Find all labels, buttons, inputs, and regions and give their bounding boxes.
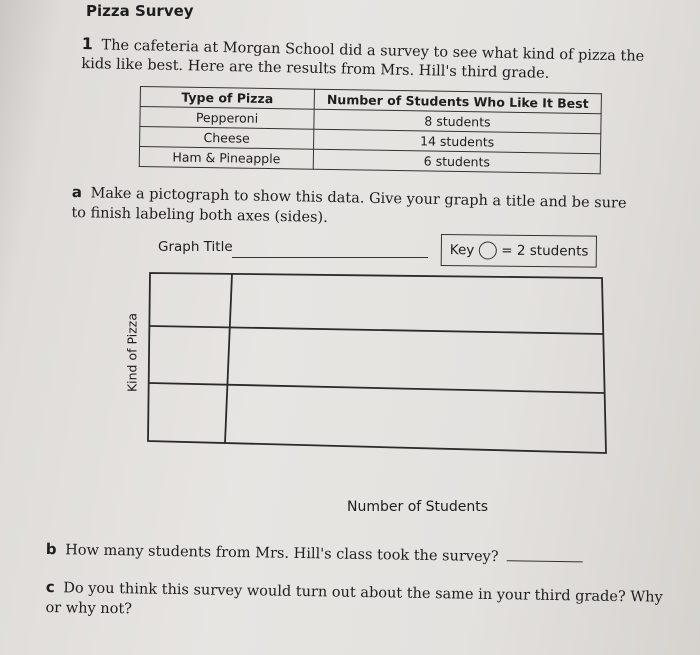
grid-label-column-divider (225, 274, 232, 443)
table-header-pizza: Type of Pizza (140, 87, 314, 110)
graph-title-label: Graph Title (158, 239, 233, 255)
table-cell-pizza: Ham & Pineapple (139, 147, 313, 170)
worksheet-title: Pizza Survey (86, 2, 194, 20)
part-b-letter: b (45, 540, 57, 559)
table-cell-count: 8 students (314, 109, 601, 134)
part-b-answer-line[interactable] (507, 560, 583, 562)
question-1-number: 1 (81, 34, 94, 54)
x-axis-label: Number of Students (347, 499, 489, 515)
y-axis-label: Kind of Pizza (124, 312, 140, 393)
key-label: Key (449, 242, 475, 259)
key-value: = 2 students (501, 242, 589, 260)
table-cell-pizza: Cheese (140, 127, 314, 150)
grid-row-divider (149, 383, 604, 393)
part-a-letter: a (71, 182, 83, 202)
part-c-letter: c (45, 577, 55, 597)
part-c-text: Do you think this survey would turn out about the same in your third grade? Why or why not? (45, 580, 663, 618)
part-b-text: How many students from Mrs. Hill's class took the survey? (65, 542, 499, 566)
table-cell-count: 6 students (313, 149, 600, 174)
table-cell-count: 14 students (314, 129, 601, 154)
table-cell-pizza: Pepperoni (140, 107, 314, 130)
table-header-count: Number of Students Who Like It Best (314, 89, 601, 114)
question-1-text: The cafeteria at Morgan School did a survey to see what kind of pizza the kids like best. Here are the results from Mrs. Hill's third grade. (81, 37, 645, 82)
grid-outer-border (148, 273, 606, 453)
grid-row-divider (150, 326, 603, 334)
part-a-text: Make a pictograph to show this data. Give your graph a title and be sure to finish labeling both axes (sides). (71, 185, 627, 226)
